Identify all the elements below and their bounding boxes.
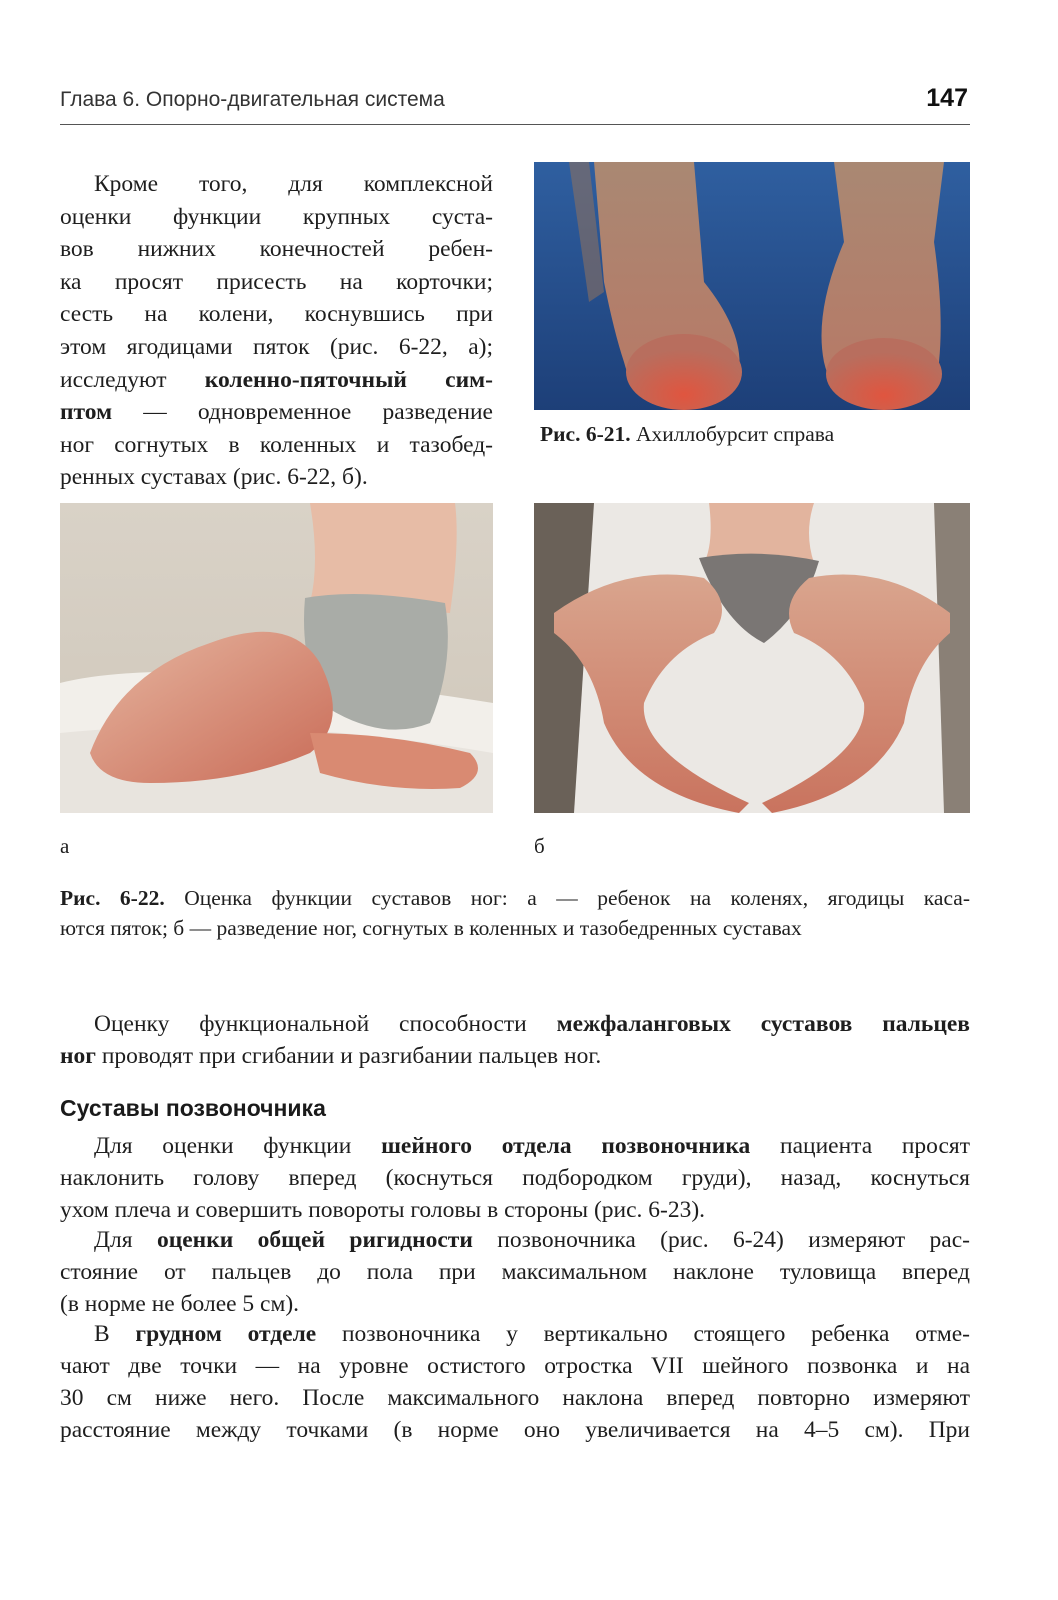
page-number: 147: [926, 84, 968, 112]
figure-6-21-caption: Рис. 6-21. Ахиллобурсит справа: [540, 422, 835, 446]
achilles-bursitis-photo: [534, 162, 970, 410]
term-knee-heel: коленно-пяточный сим-: [204, 366, 493, 393]
section-heading: Суставы позвоночника: [60, 1095, 326, 1121]
page-header: [60, 84, 970, 125]
kneeling-child-photo: [60, 503, 493, 813]
intro-paragraph: Кроме того, для комплексной оценки функции крупных суста- вов нижних конечностей ребен- ка просят присесть на корточки; сесть на колени, коснувшись при этом ягодицами пяток (рис. 6-22, а); исследуют коленно-пяточный сим- птом — одновременное разведение ног согнутых в коленных и тазобед- ренных суставах (рис. 6-22, б).: [60, 171, 493, 491]
thoracic-paragraph: В грудном отделе позвоночника у вертикально стоящего ребенка отме- чают две точки — на уровне остистого отростка VII шейного позвонка и на 30 см ниже него. После максимального наклона вперед повторно измеряют расстояние между точками (в норме оно увеличивается на 4–5 см). При: [60, 1321, 970, 1443]
figure-6-22-label-b: б: [534, 834, 545, 858]
rigidity-paragraph: Для оценки общей ригидности позвоночника (рис. 6-24) измеряют рас- стояние от пальцев до пола при максимальном наклоне туловища вперед (в норме не более 5 см).: [60, 1227, 970, 1317]
figure-6-22-caption: Рис. 6-22. Оценка функции суставов ног: а — ребенок на коленях, ягодицы каса- ются пяток; б — разведение ног, согнутых в коленных и тазобедренных суставах: [60, 886, 970, 940]
toes-paragraph: Оценку функциональной способности межфаланговых суставов пальцев ног проводят при сгибании и разгибании пальцев ног.: [60, 1011, 970, 1069]
chapter-title: Глава 6. Опорно-двигательная система: [60, 88, 445, 111]
figure-6-22-label-a: а: [60, 834, 70, 858]
neck-paragraph: Для оценки функции шейного отдела позвоночника пациента просят наклонить голову вперед (коснуться подбородком груди), назад, коснуться ухом плеча и совершить повороты головы в стороны (рис. 6-23).: [60, 1133, 970, 1223]
legs-apart-photo: [534, 503, 970, 813]
